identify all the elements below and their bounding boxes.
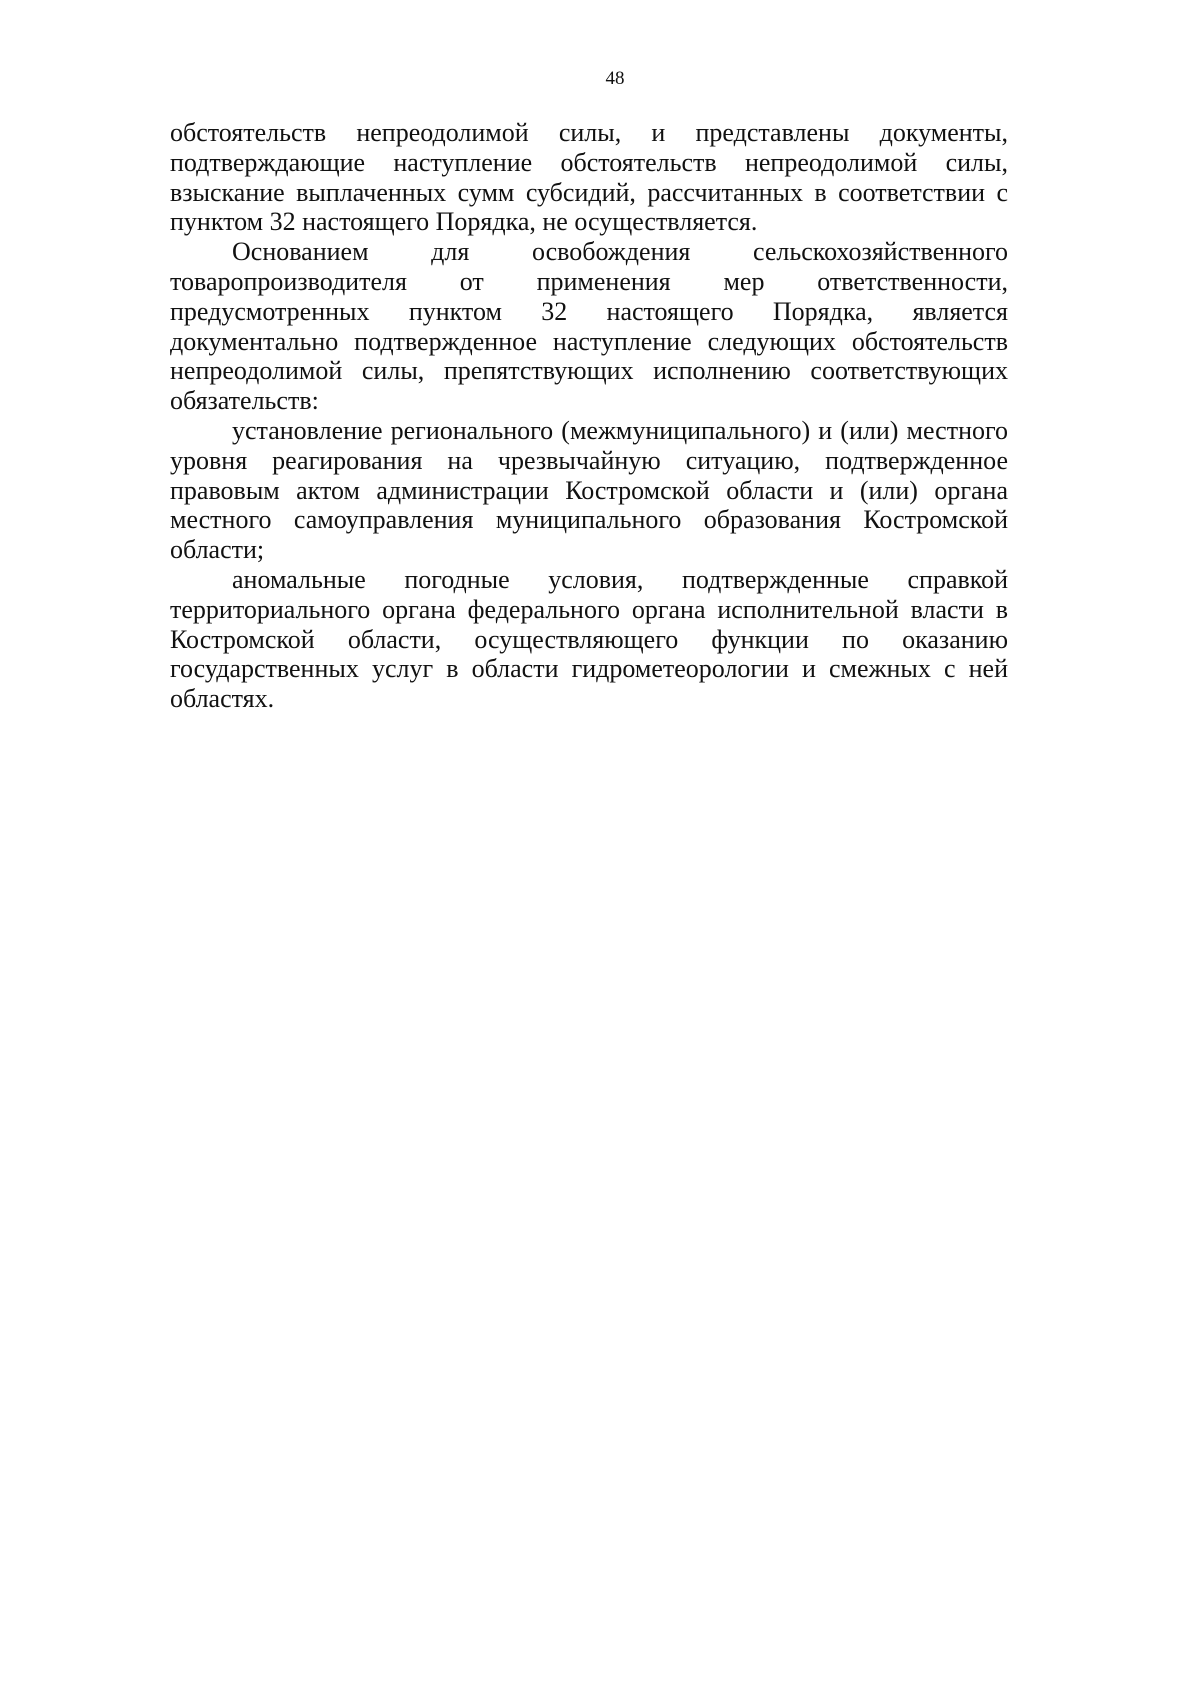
text-line: Основанием для освобождения сельскохозяйственного — [232, 237, 1008, 267]
page-number: 48 — [605, 68, 625, 89]
text-line: местного самоуправления муниципального образования Костромской — [170, 505, 1008, 535]
paragraph — [170, 416, 1008, 565]
text-line: областях. — [170, 684, 275, 714]
text-line: правовым актом администрации Костромской области и (или) органа — [170, 475, 1008, 505]
document-body — [170, 118, 1008, 714]
paragraph — [170, 118, 1008, 237]
text-line: Костромской области, осуществляющего функции по оказанию — [170, 624, 1008, 654]
paragraph — [170, 565, 1008, 714]
text-line: взыскание выплаченных сумм субсидий, рассчитанных в соответствии с — [170, 177, 1008, 207]
text-line: уровня реагирования на чрезвычайную ситуацию, подтвержденное — [170, 445, 1008, 475]
text-line: документально подтвержденное наступление следующих обстоятельств — [170, 326, 1008, 356]
paragraph — [170, 237, 1008, 416]
text-line: товаропроизводителя от применения мер ответственности, — [170, 266, 1008, 296]
text-line: предусмотренных пунктом 32 настоящего Порядка, является — [170, 296, 1008, 326]
text-line: обязательств: — [170, 386, 319, 416]
text-line: государственных услуг в области гидрометеорологии и смежных с ней — [170, 654, 1008, 684]
text-line: области; — [170, 535, 265, 565]
text-line: установление регионального (межмуниципального) и (или) местного — [232, 415, 1008, 445]
text-line: аномальные погодные условия, подтвержденные справкой — [232, 564, 1008, 594]
text-line: обстоятельств непреодолимой силы, и представлены документы, — [170, 118, 1008, 147]
text-line: территориального органа федерального органа исполнительной власти в — [170, 594, 1008, 624]
text-line: непреодолимой силы, препятствующих исполнению соответствующих — [170, 356, 1008, 386]
text-line: подтверждающие наступление обстоятельств непреодолимой силы, — [170, 147, 1008, 177]
text-line: пунктом 32 настоящего Порядка, не осуществляется. — [170, 207, 758, 237]
